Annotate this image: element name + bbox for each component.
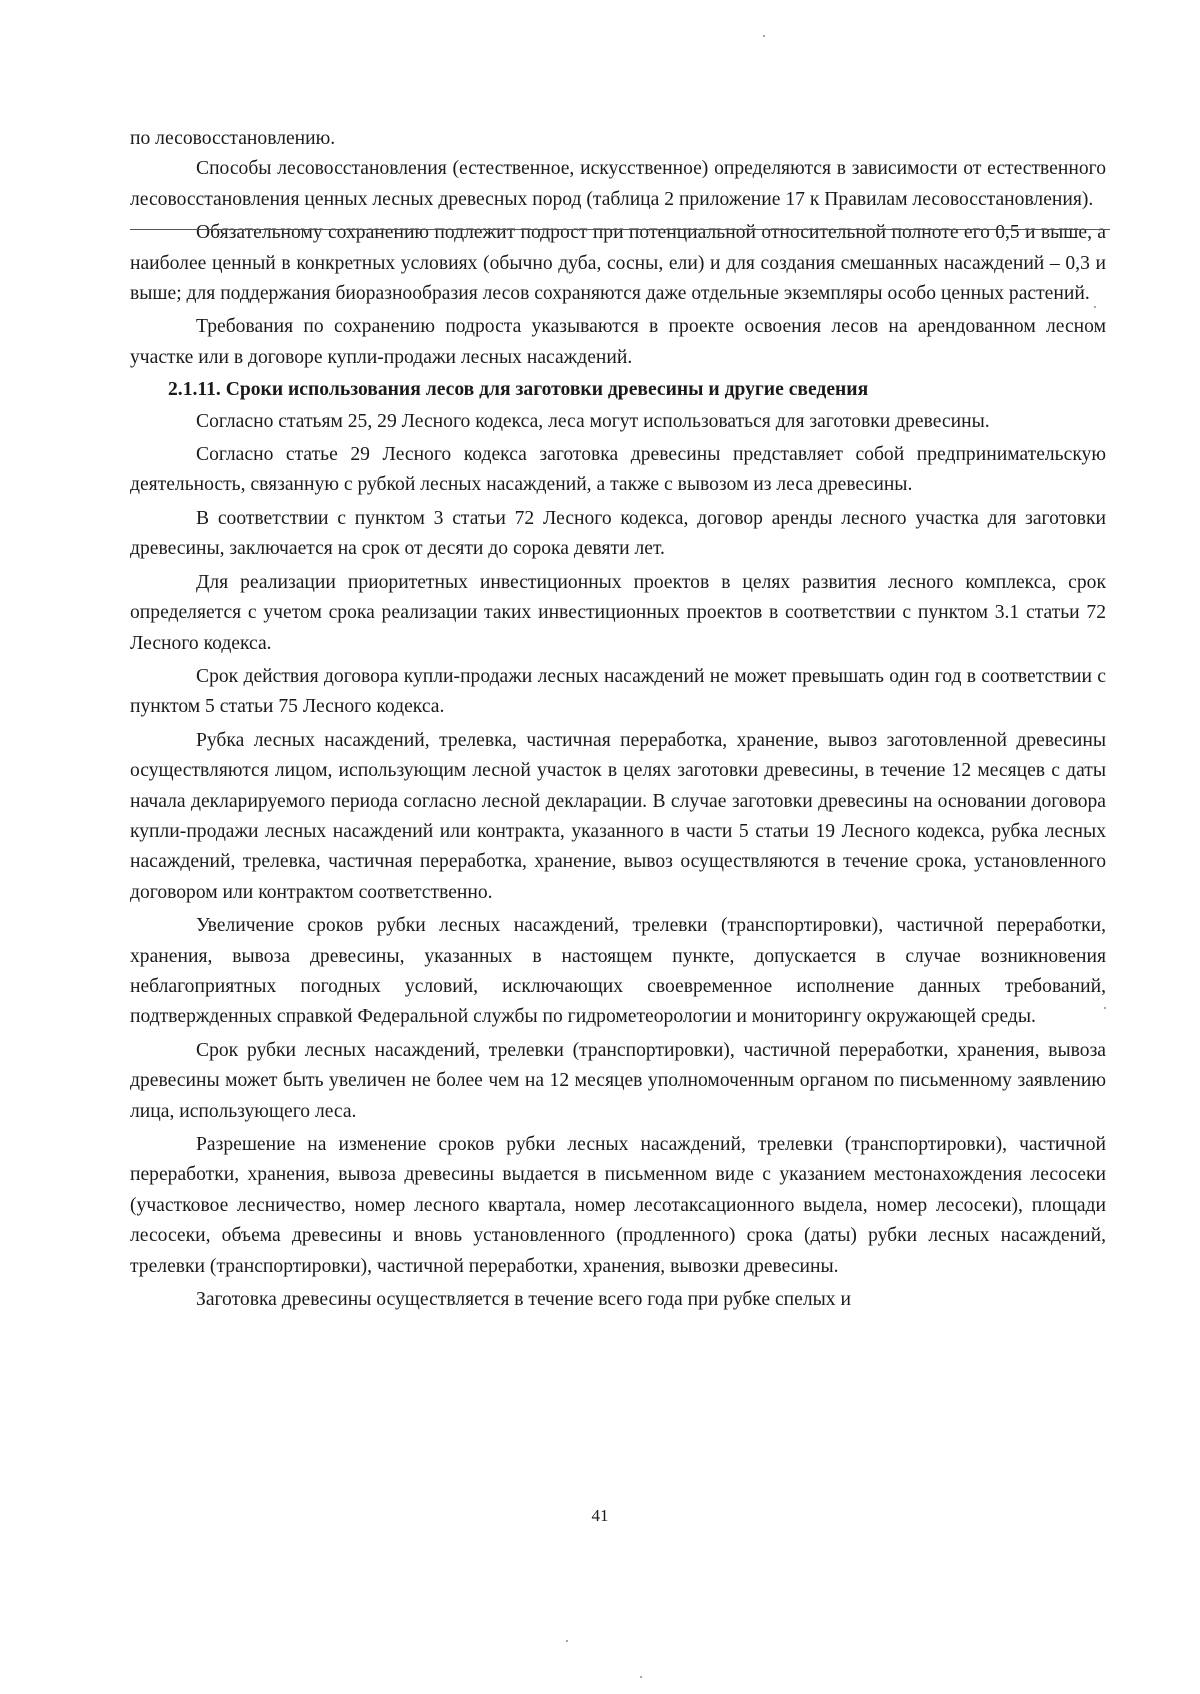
paragraph-undergrowth-requirements: Требования по сохранению подроста указываются в проекте освоения лесов на арендованном лесном участке или в договоре купли-продажи лесных насаждений.	[130, 316, 1106, 368]
paragraph-undergrowth-preservation: Обязательному сохранению подлежит подрост при потенциальной относительной полноте его 0,5 и выше, а наиболее ценный в конкретных условиях (обычно дуба, сосны, ели) и для создания смешанных насаждений – 0,3 и выше; для поддержания биоразнообразия лесов сохраняются даже отдельные экземпляры особо ценных растений.	[130, 222, 1106, 305]
section-paragraph: Заготовка древесины осуществляется в течение всего года при рубке спелых и	[196, 1289, 851, 1311]
section-paragraph: В соответствии с пунктом 3 статьи 72 Лесного кодекса, договор аренды лесного участка для заготовки древесины, заключается на срок от десяти до сорока девяти лет.	[130, 507, 1106, 560]
section-paragraph: Срок рубки лесных насаждений, трелевки (транспортировки), частичной переработки, хранения, вывоза древесины может быть увеличен не более чем на 12 месяцев уполномоченным органом по письменному заявлению лица, использующего леса.	[130, 1039, 1106, 1122]
scan-speck	[1104, 1007, 1106, 1009]
scan-speck	[763, 35, 765, 37]
section-paragraph: Разрешение на изменение сроков рубки лесных насаждений, трелевки (транспортировки), частичной переработки, хранения, вывоза древесины выдается в письменном виде с указанием местонахождения лесосеки (участковое лесничество, номер лесного квартала, номер лесотаксационного выдела, номер лесосеки), площади лесосеки, объема древесины и вновь установленного (продленного) срока (даты) рубки лесных насаждений, трелевки (транспортировки), частичной переработки, хранения, вывозки древесины.	[130, 1134, 1106, 1277]
scan-speck	[566, 1640, 568, 1642]
scan-speck	[1094, 306, 1096, 308]
paragraph-continuation: по лесовосстановлению.	[130, 128, 336, 149]
section-heading: 2.1.11. Сроки использования лесов для заготовки древесины и другие сведения	[168, 379, 869, 401]
section-paragraph: Увеличение сроков рубки лесных насаждений, трелевки (транспортировки), частичной переработки, хранения, вывоза древесины, указанных в настоящем пункте, допускается в случае возникновения неблагоприятных погодных условий, исключающих своевременное исполнение данных требований, подтвержденных справкой Федеральной службы по гидрометеорологии и мониторингу окружающей среды.	[130, 915, 1106, 1028]
scan-underline	[130, 229, 1110, 230]
section-paragraph: Согласно статье 29 Лесного кодекса заготовка древесины представляет собой предпринимательскую деятельность, связанную с рубкой лесных насаждений, а также с вывозом из леса древесины.	[130, 444, 1106, 496]
paragraph-reforestation-methods: Способы лесовосстановления (естественное, искусственное) определяются в зависимости от естественного лесовосстановления ценных лесных древесных пород (таблица 2 приложение 17 к Правилам лесовосстановления).	[130, 158, 1106, 210]
section-paragraph: Рубка лесных насаждений, трелевка, частичная переработка, хранение, вывоз заготовленной древесины осуществляются лицом, использующим лесной участок в целях заготовки древесины, в течение 12 месяцев с даты начала декларируемого периода согласно лесной декларации. В случае заготовки древесины на основании договора купли-продажи лесных насаждений или контракта, указанного в части 5 статьи 19 Лесного кодекса, рубка лесных насаждений, трелевка, частичная переработка, хранение, вывоз осуществляются в течение срока, установленного договором или контрактом соответственно.	[130, 729, 1106, 903]
section-paragraph: Срок действия договора купли-продажи лесных насаждений не может превышать один год в соответствии с пунктом 5 статьи 75 Лесного кодекса.	[130, 665, 1106, 718]
section-paragraph: Согласно статьям 25, 29 Лесного кодекса, леса могут использоваться для заготовки древесины.	[196, 410, 990, 432]
scan-speck	[640, 1676, 642, 1678]
section-paragraph: Для реализации приоритетных инвестиционных проектов в целях развития лесного комплекса, срок определяется с учетом срока реализации таких инвестиционных проектов в соответствии с пунктом 3.1 статьи 72 Лесного кодекса.	[130, 571, 1106, 654]
page-number: 41	[591, 1506, 609, 1525]
document-body	[130, 124, 1106, 1315]
